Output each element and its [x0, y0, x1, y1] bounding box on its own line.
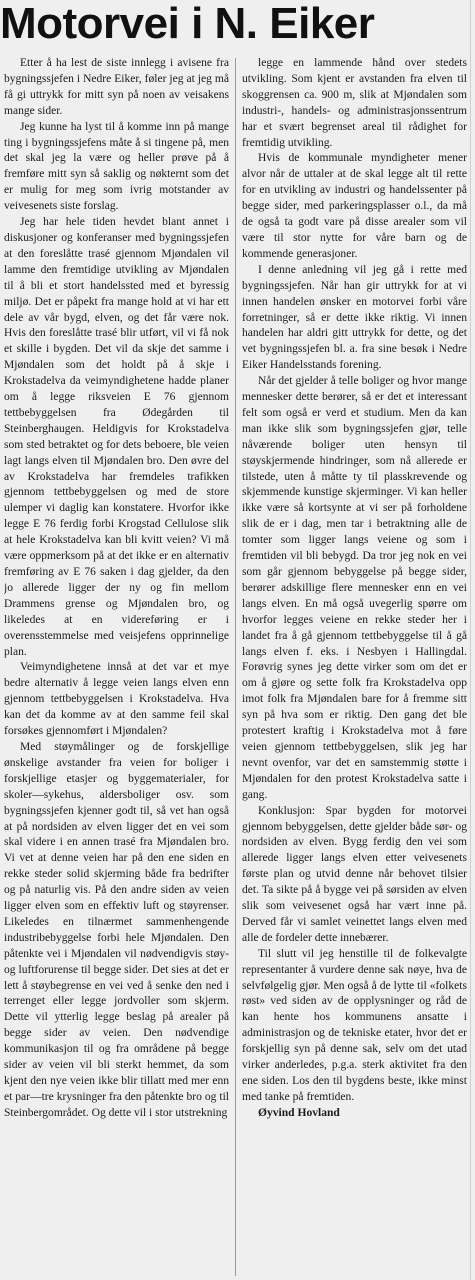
paragraph: Når det gjelder å telle boliger og hvor mange mennesker dette berører, så er det et interessant felt som også er verd et studium. Men da kan man ikke slik som bygningssjefen gjør, telle nåværende boliger uten hensyn til støyskjermende hindringer, som nå allerede er tilstede, uten å måtte ty til plasskrevende og skjemmende kunstige skjerminger. Vi kan heller ikke være så kortsynte at vi ser på forholdene slik de er i dag, men tar i betraktning alle de tomter som ligger langs veiene og som i fremtiden vil bli bebygd. Da tror jeg nok en vei som går gjennom bebyggelse på begge sider, berører adskillige flere mennesker enn en vei langs elven. En må også uvegerlig spørre om hvorfor legges veiene en rekke steder her i landet fra å gå gjennom tettbebyggelse til å gå langs elven f. eks. i Nesbyen i Hallingdal. Forøvrig synes jeg dette virker som om det er om å gjøre og sette folk fra Krokstadelva opp imot folk fra Mjøndalen bare for å fremme sitt syn på hva som er riktig. Den gang det ble protestert kraftig i Krokstadelva mot å føre veien gjennom tettbebyggelsen, slik jeg har nevnt ovenfor, var det en samstemmig støtte i Mjøndalen for den protest Krokstadelva satte i gang. [242, 375, 467, 801]
headline: Motorvei i N. Eiker [0, 0, 375, 48]
paragraph: Til slutt vil jeg henstille til de folkevalgte representanter å vurdere denne sak nøye, hva de selvfølgelig gjør. Men også å de lytte til «folkets røst» ved siden av de opplysninger og råd de kan hente hos kommunens ansatte i administrasjon og de tekniske etater, hvor det er forskjellig syn på denne sak, selv om det utad virker anderledes, p.g.a. sterk aktivitet fra den ene siden. Los den til bygdens beste, ikke minst med tanke på fremtiden. [242, 947, 467, 1103]
paragraph: Jeg kunne ha lyst til å komme inn på mange ting i bygningssjefens måte å si tingene på, men det skal jeg la være og heller prøve på å fremføre mitt syn så saklig og nøkternt som det er mulig for meg som ivrig motstander av veivesenets siste forslag. [4, 120, 229, 213]
article-column-right [242, 56, 467, 1278]
paragraph: Hvis de kommunale myndigheter mener alvor når de uttaler at de skal legge alt til rette for en utvikling av industri og handelssenter på begge sider, med parkeringsplasser o.l., da må de også ta godt vare på disse arealer som vil være til stor nytte for våre barn og de kommende generasjoner. [242, 152, 467, 260]
paragraph: legge en lammende hånd over stedets utvikling. Som kjent er avstanden fra elven til skoggrensen ca. 900 m, slik at Mjøndalen som industri-, handels- og administrasjonssentrum har et svært begrenset areal til rådighet for fremtidig utvikling. [242, 57, 467, 149]
paragraph: Konklusjon: Spar bygden for motorvei gjennom bebyggelsen, dette gjelder både sør- og nordsiden av elven. Bygg ferdig den vei som allerede ligger langs elven etter veivesenets første plan og utvid denne når behovet tilsier det. Ta sikte på å bygge vei på sørsiden av elven slik som veivesenet også har vært inne på. Derved får vi samlet veinettet langs elven med alle de fordeler dette innebærer. [242, 804, 467, 944]
paragraph: Etter å ha lest de siste innlegg i avisene fra bygningssjefen i Nedre Eiker, føler jeg at jeg må få gi uttrykk for mitt syn på noen av veisakens mange sider. [4, 57, 229, 117]
column-divider [235, 58, 236, 1276]
author-signature: Øyvind Hovland [258, 1106, 340, 1119]
clipping-edge [470, 0, 471, 1280]
paragraph: Jeg har hele tiden hevdet blant annet i diskusjoner og konferanser med bygningssjefen at den foreslåtte trasé gjennom Mjøndalen vil lamme den fremtidige utvikling av Mjøndalen til å bli et stort handelssted med et byressig miljø. Det er påpekt fra mange hold at vi har ett dele av vår bygd, elven, og det får være nok. Hvis den foreslåtte trasé blir utført, vil vi få nok et skille i bygden. Det vil da skje det samme i Mjøndalen som det holdt på å skje i Krokstadelva da veimyndighetene hadde planer om å legge riksveien E 76 gjennom tettbebyggelsen fra Ødegården til Steinberghaugen. Heldigvis for Krokstadelva som sted betraktet og for dets beboere, ble veien lagt langs elven til Mjøndalen bro. Den øvre del av Krokstadelva har fremdeles trafikken gjennom tettbebyggelsen og med de store ulemper vi daglig kan konstatere. Hvorfor ikke legge E 76 ferdig forbi Krogstad Cellulose slik at hele Krokstadelva kan bli kvitt veien? Vi må være oppmerksom på at det ikke er en alternativ fremføring av E 76 saken i dag gjelder, da den jo allerede ligger der ny og fin mellom Drammens grense og Mjøndalen bro, og likeledes at en videreføring er i overensstemmelse med veisjefens opprinnelige plan. [4, 216, 229, 658]
article-column-left [4, 56, 229, 1278]
paragraph: Veimyndighetene innså at det var et mye bedre alternativ å legge veien langs elven enn gjennom tettbebyggelsen i Krokstadelva. Hva kan det da komme av at den samme feil skal forsøkes gjennomført i Mjøndalen? [4, 661, 229, 738]
paragraph: I denne anledning vil jeg gå i rette med bygningssjefen. Når han gir uttrykk for at vi innen handelen ønsker en motorvei forbi våre forretninger, så er dette ikke riktig. Vi innen handelen har aldri gitt uttrykk for dette, og det vet bygningssjefen bl. a. fra sine besøk i Nedre Eiker Handelsstands forening. [242, 263, 467, 372]
paragraph: Med støymålinger og de forskjellige ønskelige avstander fra veien for boliger i forskjellige etasjer og byggematerialer, for skoler—sykehus, aldersboliger osv. som bygningssjefen kjenner godt til, så vet han også at på nordsiden av elven ligger det en vei som skal videre i en annen trasé fra Mjøndalen bro. Vi vet at denne veien har på den ene siden en rekke steder solid skjerming både fra bedrifter og på naturlig vis. På den andre siden av veien ligger elven som en effektiv luft og støyrenser. Likeledes en tilnærmet sammenhengende industribebyggelse forbi hele Mjøndalen. Den påtenkte vei i Mjøndalen vil nødvendigvis støy- og luftforurense til begge sider. Det sies at det er lett å støybegrense en vei ved å senke den ned i terrenget eller legge jordvoller som skjerm. Dette vil ytterlig legge beslag på arealer på begge sider av veien. Den nødvendige kommunikasjon til og fra områdene på begge sider av veien vil bli sterkt hemmet, da som kjent den nye veien ikke blir tillatt med mer enn et par—tre krysninger fra den påtenkte bro og til Steinbergområdet. Og dette vil i stor utstrekning [4, 740, 229, 1119]
